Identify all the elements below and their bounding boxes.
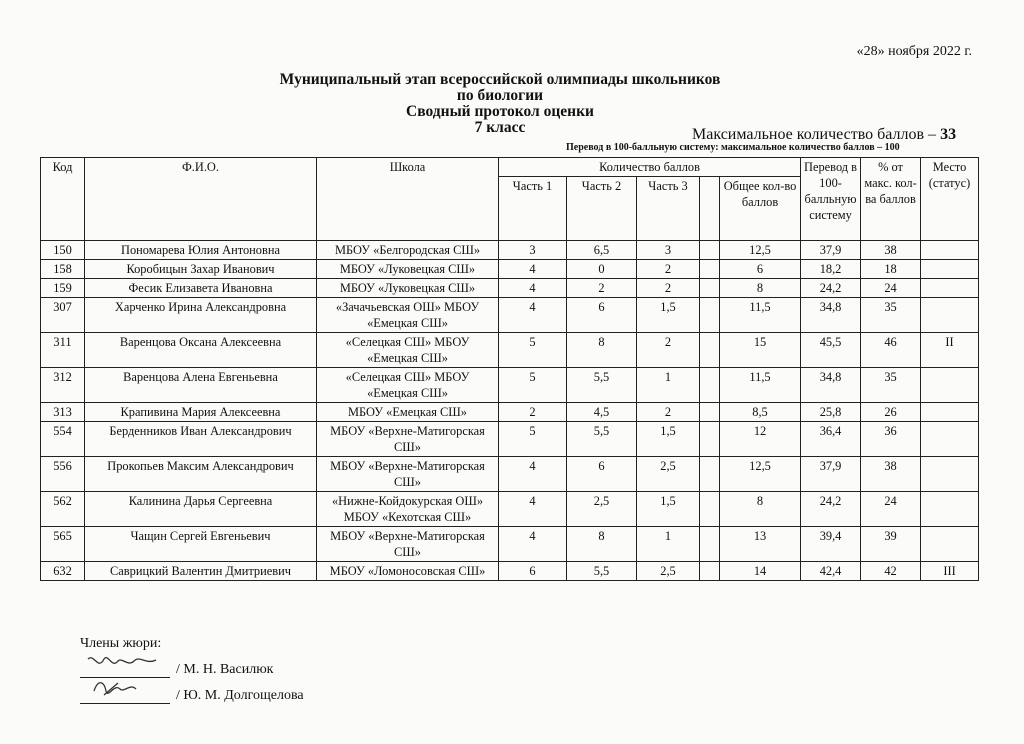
row-percent: 38: [861, 241, 921, 260]
row-place: [921, 403, 979, 422]
row-name: Калинина Дарья Сергеевна: [85, 492, 317, 527]
row-percent: 26: [861, 403, 921, 422]
signature-1: [80, 663, 170, 678]
row-total: 11,5: [720, 368, 801, 403]
row-place: [921, 492, 979, 527]
row-total: 12: [720, 422, 801, 457]
row-conversion: 42,4: [801, 562, 861, 581]
row-total: 8: [720, 492, 801, 527]
protocol-date: «28» ноября 2022 г.: [856, 44, 972, 59]
row-code: 312: [41, 368, 85, 403]
row-name: Коробицын Захар Иванович: [85, 260, 317, 279]
jury-member-1-name: / М. Н. Василюк: [176, 662, 274, 677]
row-school: МБОУ «Белгородская СШ»: [317, 241, 499, 260]
jury-member-1: [80, 662, 273, 678]
row-part2: 8: [567, 527, 637, 562]
row-place: II: [921, 333, 979, 368]
row-code: 565: [41, 527, 85, 562]
row-part2: 2: [567, 279, 637, 298]
row-part3: 2: [637, 260, 700, 279]
row-school: МБОУ «Луковецкая СШ»: [317, 260, 499, 279]
row-conversion: 39,4: [801, 527, 861, 562]
row-extra: [700, 241, 720, 260]
row-code: 562: [41, 492, 85, 527]
table-row: [41, 457, 979, 492]
row-percent: 36: [861, 422, 921, 457]
row-percent: 38: [861, 457, 921, 492]
header-code: Код: [41, 158, 85, 241]
row-part2: 5,5: [567, 368, 637, 403]
header-percent: % от макс. кол-ва баллов: [861, 158, 921, 241]
row-extra: [700, 457, 720, 492]
row-place: [921, 298, 979, 333]
table-row: [41, 260, 979, 279]
row-name: Харченко Ирина Александровна: [85, 298, 317, 333]
row-place: [921, 527, 979, 562]
row-code: 556: [41, 457, 85, 492]
row-conversion: 37,9: [801, 457, 861, 492]
row-part2: 6,5: [567, 241, 637, 260]
row-place: [921, 279, 979, 298]
table-row: [41, 333, 979, 368]
row-place: [921, 260, 979, 279]
header-part1: Часть 1: [499, 177, 567, 241]
row-percent: 24: [861, 279, 921, 298]
row-part1: 3: [499, 241, 567, 260]
table-row: [41, 562, 979, 581]
row-part2: 0: [567, 260, 637, 279]
row-percent: 24: [861, 492, 921, 527]
row-extra: [700, 527, 720, 562]
row-total: 14: [720, 562, 801, 581]
header-place: Место (статус): [921, 158, 979, 241]
row-conversion: 18,2: [801, 260, 861, 279]
row-name: Чащин Сергей Евгеньевич: [85, 527, 317, 562]
row-conversion: 24,2: [801, 492, 861, 527]
row-part3: 3: [637, 241, 700, 260]
row-part1: 4: [499, 492, 567, 527]
row-name: Фесик Елизавета Ивановна: [85, 279, 317, 298]
row-part1: 4: [499, 279, 567, 298]
row-part2: 6: [567, 457, 637, 492]
row-code: 307: [41, 298, 85, 333]
row-part1: 5: [499, 368, 567, 403]
row-part3: 2: [637, 403, 700, 422]
max-score-value: 33: [940, 126, 957, 143]
row-code: 313: [41, 403, 85, 422]
row-conversion: 36,4: [801, 422, 861, 457]
row-total: 6: [720, 260, 801, 279]
row-name: Крапивина Мария Алексеевна: [85, 403, 317, 422]
row-code: 311: [41, 333, 85, 368]
row-total: 13: [720, 527, 801, 562]
header-part3: Часть 3: [637, 177, 700, 241]
row-place: [921, 368, 979, 403]
row-school: «Зачачьевская ОШ» МБОУ «Емецкая СШ»: [317, 298, 499, 333]
header-fio: Ф.И.О.: [85, 158, 317, 241]
row-school: МБОУ «Верхне-Матигорская СШ»: [317, 422, 499, 457]
row-part1: 5: [499, 422, 567, 457]
row-part3: 2: [637, 333, 700, 368]
row-conversion: 34,8: [801, 298, 861, 333]
row-place: [921, 241, 979, 260]
row-school: МБОУ «Луковецкая СШ»: [317, 279, 499, 298]
row-percent: 46: [861, 333, 921, 368]
header-extra: [700, 177, 720, 241]
row-part3: 2,5: [637, 562, 700, 581]
row-part2: 5,5: [567, 422, 637, 457]
row-total: 12,5: [720, 457, 801, 492]
row-name: Берденников Иван Александрович: [85, 422, 317, 457]
row-school: «Селецкая СШ» МБОУ «Емецкая СШ»: [317, 368, 499, 403]
row-part2: 4,5: [567, 403, 637, 422]
row-total: 15: [720, 333, 801, 368]
header-school: Школа: [317, 158, 499, 241]
row-percent: 18: [861, 260, 921, 279]
row-code: 150: [41, 241, 85, 260]
row-conversion: 24,2: [801, 279, 861, 298]
row-place: [921, 457, 979, 492]
results-table: [40, 157, 979, 581]
row-name: Варенцова Алена Евгеньевна: [85, 368, 317, 403]
jury-label: Члены жюри:: [80, 636, 162, 651]
conversion-note: Перевод в 100-балльную систему: максимальное количество баллов – 100: [566, 142, 900, 153]
row-name: Пономарева Юлия Антоновна: [85, 241, 317, 260]
table-row: [41, 298, 979, 333]
row-part3: 1,5: [637, 422, 700, 457]
row-name: Саврицкий Валентин Дмитриевич: [85, 562, 317, 581]
table-row: [41, 241, 979, 260]
row-part1: 4: [499, 457, 567, 492]
title-line-1: Муниципальный этап всероссийской олимпиады школьников: [279, 71, 721, 88]
row-extra: [700, 298, 720, 333]
max-score-label: Максимальное количество баллов –: [692, 126, 941, 143]
row-extra: [700, 260, 720, 279]
table-row: [41, 527, 979, 562]
jury-member-2-name: / Ю. М. Долгощелова: [176, 688, 304, 703]
row-part3: 1,5: [637, 492, 700, 527]
row-total: 8: [720, 279, 801, 298]
row-part2: 2,5: [567, 492, 637, 527]
table-row: [41, 403, 979, 422]
table-row: [41, 368, 979, 403]
signature-2: [80, 689, 170, 704]
row-extra: [700, 562, 720, 581]
title-line-3: Сводный протокол оценки: [406, 103, 594, 120]
row-part1: 4: [499, 298, 567, 333]
row-school: «Селецкая СШ» МБОУ «Емецкая СШ»: [317, 333, 499, 368]
row-part2: 8: [567, 333, 637, 368]
row-part1: 5: [499, 333, 567, 368]
row-part3: 2,5: [637, 457, 700, 492]
row-conversion: 25,8: [801, 403, 861, 422]
row-extra: [700, 492, 720, 527]
row-total: 11,5: [720, 298, 801, 333]
header-points: Количество баллов: [499, 158, 801, 177]
table-row: [41, 422, 979, 457]
row-part3: 1,5: [637, 298, 700, 333]
header-conversion: Перевод в 100-балльную систему: [801, 158, 861, 241]
row-conversion: 45,5: [801, 333, 861, 368]
grade-label: 7 класс: [474, 119, 526, 136]
row-code: 632: [41, 562, 85, 581]
row-percent: 35: [861, 298, 921, 333]
row-part1: 4: [499, 260, 567, 279]
row-part3: 1: [637, 527, 700, 562]
row-school: «Нижне-Койдокурская ОШ» МБОУ «Кехотская СШ»: [317, 492, 499, 527]
row-part1: 2: [499, 403, 567, 422]
row-code: 159: [41, 279, 85, 298]
row-total: 12,5: [720, 241, 801, 260]
row-part3: 1: [637, 368, 700, 403]
row-percent: 42: [861, 562, 921, 581]
row-school: МБОУ «Верхне-Матигорская СШ»: [317, 527, 499, 562]
row-code: 158: [41, 260, 85, 279]
table-row: [41, 492, 979, 527]
table-row: [41, 279, 979, 298]
row-extra: [700, 368, 720, 403]
row-part1: 6: [499, 562, 567, 581]
row-extra: [700, 422, 720, 457]
row-part2: 5,5: [567, 562, 637, 581]
row-code: 554: [41, 422, 85, 457]
row-part1: 4: [499, 527, 567, 562]
row-part2: 6: [567, 298, 637, 333]
row-conversion: 37,9: [801, 241, 861, 260]
row-part3: 2: [637, 279, 700, 298]
row-school: МБОУ «Ломоносовская СШ»: [317, 562, 499, 581]
row-name: Варенцова Оксана Алексеевна: [85, 333, 317, 368]
row-place: III: [921, 562, 979, 581]
header-part2: Часть 2: [567, 177, 637, 241]
row-percent: 35: [861, 368, 921, 403]
row-school: МБОУ «Емецкая СШ»: [317, 403, 499, 422]
row-conversion: 34,8: [801, 368, 861, 403]
row-total: 8,5: [720, 403, 801, 422]
jury-member-2: [80, 688, 304, 704]
row-extra: [700, 279, 720, 298]
row-school: МБОУ «Верхне-Матигорская СШ»: [317, 457, 499, 492]
row-extra: [700, 403, 720, 422]
row-place: [921, 422, 979, 457]
row-name: Прокопьев Максим Александрович: [85, 457, 317, 492]
row-percent: 39: [861, 527, 921, 562]
header-total: Общее кол-во баллов: [720, 177, 801, 241]
title-line-2: по биологии: [456, 87, 544, 104]
row-extra: [700, 333, 720, 368]
